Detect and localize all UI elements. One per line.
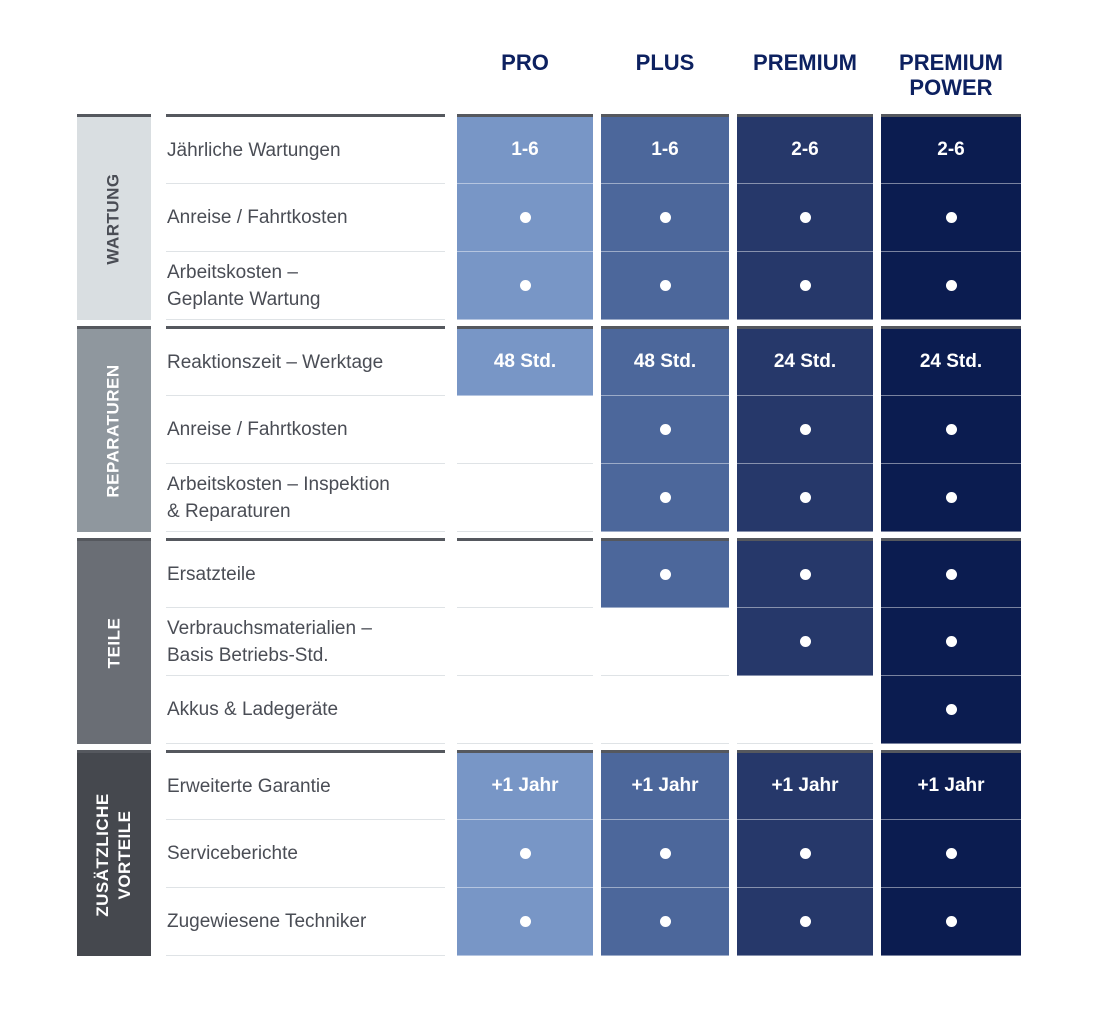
- plan-header-2: PREMIUM: [753, 50, 857, 75]
- plan-cell: [601, 750, 729, 820]
- plan-cell: [457, 538, 593, 608]
- included-dot-icon: [660, 916, 671, 927]
- plan-cell: [601, 820, 729, 888]
- plan-cell: [601, 464, 729, 532]
- included-dot-icon: [660, 424, 671, 435]
- plan-cell: [457, 888, 593, 956]
- cell-value: 1-6: [651, 139, 679, 160]
- plan-cell: [601, 326, 729, 396]
- included-dot-icon: [800, 636, 811, 647]
- feature-label: Ersatzteile: [166, 538, 445, 608]
- category-title: ZUSÄTZLICHE VORTEILE: [93, 792, 135, 917]
- plan-cell: [601, 396, 729, 464]
- category-band: [77, 114, 151, 320]
- category-title: REPARATUREN: [104, 363, 124, 498]
- plan-cell: [601, 888, 729, 956]
- included-dot-icon: [660, 848, 671, 859]
- included-dot-icon: [800, 916, 811, 927]
- plan-cell: [737, 538, 873, 608]
- included-dot-icon: [800, 212, 811, 223]
- plan-cell: [737, 114, 873, 184]
- plan-cell: [881, 396, 1021, 464]
- included-dot-icon: [660, 569, 671, 580]
- plan-cell: [457, 464, 593, 532]
- category-band: [77, 538, 151, 744]
- cell-value: 2-6: [937, 139, 965, 160]
- plan-cell: [457, 676, 593, 744]
- plan-cell: [737, 750, 873, 820]
- included-dot-icon: [800, 848, 811, 859]
- plan-cell: [881, 464, 1021, 532]
- cell-value: +1 Jahr: [917, 775, 985, 796]
- plan-cell: [881, 888, 1021, 956]
- plan-cell: [881, 538, 1021, 608]
- plan-header-1: PLUS: [635, 50, 695, 75]
- plan-cell: [881, 608, 1021, 676]
- feature-label: Zugewiesene Techniker: [166, 888, 445, 956]
- included-dot-icon: [660, 280, 671, 291]
- plan-cell: [601, 184, 729, 252]
- included-dot-icon: [946, 424, 957, 435]
- included-dot-icon: [946, 569, 957, 580]
- feature-label: Reaktionszeit – Werktage: [166, 326, 445, 396]
- plan-cell: [737, 396, 873, 464]
- included-dot-icon: [660, 212, 671, 223]
- plan-cell: [881, 114, 1021, 184]
- plan-cell: [737, 608, 873, 676]
- plan-cell: [601, 676, 729, 744]
- feature-label: Akkus & Ladegeräte: [166, 676, 445, 744]
- plan-cell: [881, 676, 1021, 744]
- included-dot-icon: [946, 492, 957, 503]
- plan-cell: [737, 464, 873, 532]
- plan-cell: [737, 326, 873, 396]
- included-dot-icon: [800, 569, 811, 580]
- included-dot-icon: [660, 492, 671, 503]
- cell-value: +1 Jahr: [491, 775, 559, 796]
- included-dot-icon: [520, 848, 531, 859]
- feature-label: Arbeitskosten – Inspektion & Reparaturen: [166, 464, 445, 532]
- category-band: [77, 750, 151, 956]
- plan-cell: [881, 184, 1021, 252]
- plan-cell: [737, 676, 873, 744]
- cell-value: 24 Std.: [919, 351, 983, 372]
- cell-value: 48 Std.: [633, 351, 697, 372]
- included-dot-icon: [800, 492, 811, 503]
- category-band: [77, 326, 151, 532]
- plan-cell: [881, 750, 1021, 820]
- plan-cell: [601, 608, 729, 676]
- feature-label: Verbrauchsmaterialien – Basis Betriebs-Std.: [166, 608, 445, 676]
- included-dot-icon: [800, 424, 811, 435]
- plan-header-0: PRO: [501, 50, 549, 75]
- plan-cell: [881, 252, 1021, 320]
- plan-cell: [457, 184, 593, 252]
- feature-label: Serviceberichte: [166, 820, 445, 888]
- plan-header-3: PREMIUM POWER: [899, 50, 1003, 100]
- feature-label: Anreise / Fahrtkosten: [166, 184, 445, 252]
- included-dot-icon: [946, 916, 957, 927]
- plan-cell: [457, 820, 593, 888]
- feature-label: Arbeitskosten – Geplante Wartung: [166, 252, 445, 320]
- plan-cell: [457, 608, 593, 676]
- included-dot-icon: [520, 280, 531, 291]
- cell-value: 2-6: [791, 139, 819, 160]
- plan-cell: [737, 820, 873, 888]
- included-dot-icon: [520, 916, 531, 927]
- included-dot-icon: [946, 212, 957, 223]
- plan-cell: [601, 114, 729, 184]
- plan-cell: [881, 820, 1021, 888]
- plan-cell: [601, 252, 729, 320]
- plan-cell: [737, 888, 873, 956]
- feature-label: Anreise / Fahrtkosten: [166, 396, 445, 464]
- plan-cell: [737, 252, 873, 320]
- plan-cell: [457, 396, 593, 464]
- feature-label: Jährliche Wartungen: [166, 114, 445, 184]
- category-title: WARTUNG: [104, 172, 124, 265]
- cell-value: 1-6: [511, 139, 539, 160]
- included-dot-icon: [946, 636, 957, 647]
- plan-cell: [737, 184, 873, 252]
- included-dot-icon: [520, 212, 531, 223]
- cell-value: +1 Jahr: [771, 775, 839, 796]
- plan-cell: [457, 114, 593, 184]
- plan-cell: [881, 326, 1021, 396]
- included-dot-icon: [946, 280, 957, 291]
- cell-value: +1 Jahr: [631, 775, 699, 796]
- plan-cell: [457, 252, 593, 320]
- included-dot-icon: [946, 704, 957, 715]
- feature-label: Erweiterte Garantie: [166, 750, 445, 820]
- cell-value: 24 Std.: [773, 351, 837, 372]
- included-dot-icon: [800, 280, 811, 291]
- plan-cell: [457, 326, 593, 396]
- plan-cell: [601, 538, 729, 608]
- cell-value: 48 Std.: [493, 351, 557, 372]
- included-dot-icon: [946, 848, 957, 859]
- plan-cell: [457, 750, 593, 820]
- category-title: TEILE: [103, 617, 123, 668]
